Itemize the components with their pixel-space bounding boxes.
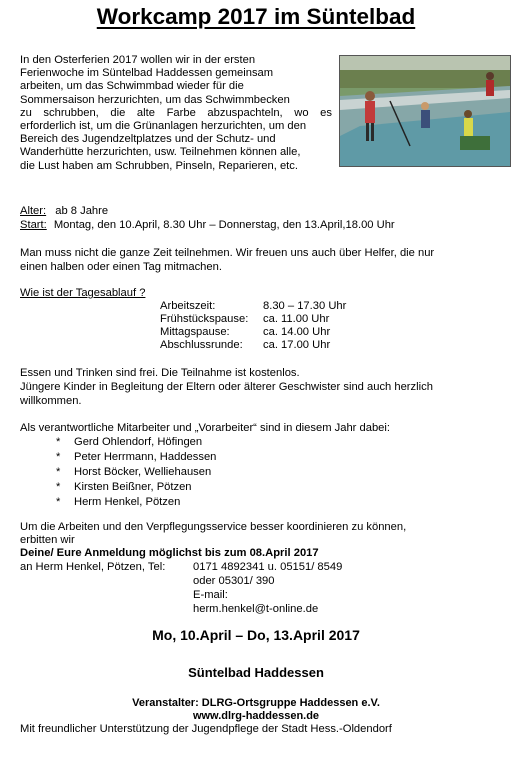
staff-item: Gerd Ohlendorf, Höfingen: [74, 436, 203, 448]
register-line: erbitten wir: [20, 534, 75, 546]
intro-line: die Lust haben am Schrubben, Pinseln, Reparieren, etc.: [20, 159, 298, 172]
staff-item: Herm Henkel, Pötzen: [74, 496, 181, 508]
start-label: Start:: [20, 219, 47, 231]
intro-line: Ferienwoche im Süntelbad Haddessen gemeinsam: [20, 67, 274, 80]
registration-deadline: Deine/ Eure Anmeldung möglichst bis zum 08.April 2017: [20, 547, 319, 559]
schedule-label: Frühstückspause:: [160, 313, 249, 325]
dates-headline: Mo, 10.April – Do, 13.April 2017: [152, 627, 360, 643]
contact-phone-alt: oder 05301/ 390: [193, 575, 275, 587]
contact-label: an Herm Henkel, Pötzen, Tel:: [20, 561, 166, 573]
schedule-value: 8.30 – 17.30 Uhr: [263, 300, 347, 312]
pool-photo: [339, 55, 511, 167]
intro-paragraph: [20, 54, 332, 173]
food-line: Essen und Trinken sind frei. Die Teilnahme ist kostenlos.: [20, 367, 300, 379]
intro-line: In den Osterferien 2017 wollen wir in der ersten: [20, 54, 256, 66]
intro-line: Wanderhütte herzurichten, usw. Teilnehmen können alle,: [20, 146, 301, 159]
info-line: einen halben oder einen Tag mitmachen.: [20, 261, 222, 273]
schedule-value: ca. 17.00 Uhr: [263, 339, 331, 351]
age-row: [20, 204, 108, 218]
page-title: Workcamp 2017 im Süntelbad: [96, 4, 416, 29]
venue-name: Süntelbad Haddessen: [188, 665, 324, 680]
staff-intro: Als verantwortliche Mitarbeiter und „Vorarbeiter“ sind in diesem Jahr dabei:: [20, 422, 390, 434]
food-line: willkommen.: [20, 395, 82, 407]
intro-line: erforderlich ist, um die Grünanlagen herzurichten, um den: [20, 120, 307, 133]
schedule-label: Abschlussrunde:: [160, 339, 243, 351]
bullet: *: [56, 451, 61, 463]
contact-email: herm.henkel@t-online.de: [193, 603, 319, 615]
contact-email-label: E-mail:: [193, 589, 228, 601]
start-row: [20, 218, 395, 232]
pool-cleaning-image: [340, 56, 510, 166]
food-line: Jüngere Kinder in Begleitung der Eltern oder älterer Geschwister sind auch herzlich: [20, 381, 433, 393]
support-note: Mit freundlicher Unterstützung der Jugendpflege der Stadt Hess.-Oldendorf: [20, 723, 392, 735]
website-link: www.dlrg-haddessen.de: [192, 710, 320, 722]
contact-phone: 0171 4892341 u. 05151/ 8549: [193, 561, 343, 573]
schedule-label: Arbeitszeit:: [160, 300, 216, 312]
schedule-value: ca. 14.00 Uhr: [263, 326, 331, 338]
intro-line: zu schrubben, die alte Farbe abzuspachteln, wo es: [20, 106, 332, 119]
age-label: Alter:: [20, 205, 47, 217]
info-line: Man muss nicht die ganze Zeit teilnehmen. Wir freuen uns auch über Helfer, die nur: [20, 247, 435, 259]
register-line: Um die Arbeiten und den Verpflegungsservice besser koordinieren zu können,: [20, 521, 407, 533]
schedule-value: ca. 11.00 Uhr: [263, 313, 330, 325]
start-value: Montag, den 10.April, 8.30 Uhr – Donnerstag, den 13.April,18.00 Uhr: [53, 219, 395, 231]
intro-line: arbeiten, um das Schwimmbad wieder für die: [20, 80, 244, 93]
age-value: ab 8 Jahre: [55, 205, 109, 217]
schedule-heading: Wie ist der Tagesablauf ?: [20, 287, 146, 299]
schedule-label: Mittagspause:: [160, 326, 230, 338]
bullet: *: [56, 436, 61, 448]
staff-item: Peter Herrmann, Haddessen: [74, 451, 217, 463]
organizer: Veranstalter: DLRG-Ortsgruppe Haddessen e.V.: [132, 697, 380, 709]
bullet: *: [56, 496, 61, 508]
intro-line: Sommersaison herzurichten, um das Schwimmbecken: [20, 93, 290, 106]
bullet: *: [56, 481, 61, 493]
staff-item: Kirsten Beißner, Pötzen: [74, 481, 192, 493]
intro-line: Bereich des Jugendzeltplatzes und der Schutz- und: [20, 133, 276, 146]
bullet: *: [56, 466, 61, 478]
staff-item: Horst Böcker, Welliehausen: [74, 466, 212, 478]
